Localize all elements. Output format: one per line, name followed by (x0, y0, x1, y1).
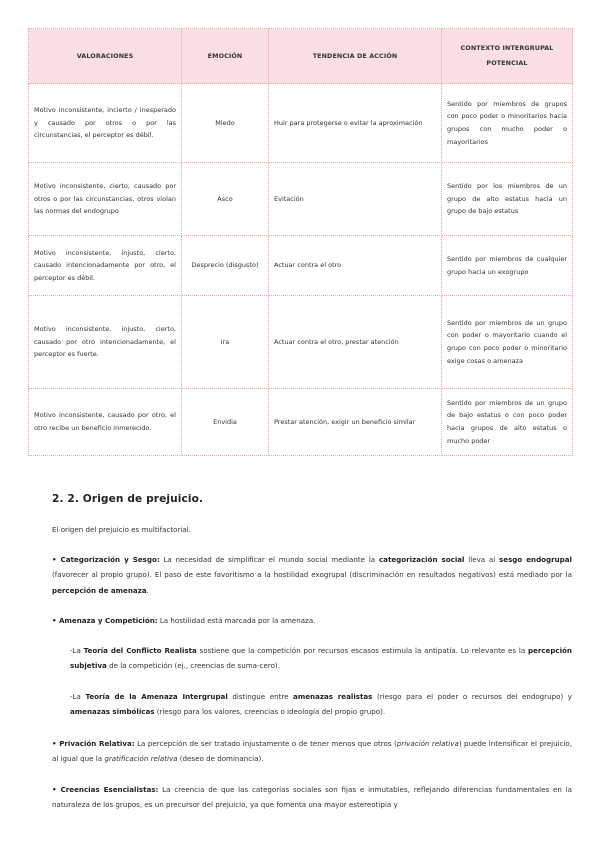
paragraph-amenaza-intergrupal: -La Teoría de la Amenaza Intergrupal distingue entre amenazas realistas (riesgo para el poder o recursos del endogrupo) y amenazas simbólicas (riesgo para los valores, creencias o ideología del propio grupo). (70, 692, 572, 717)
cell-tendencia: Huir para protegerse o evitar la aproximación (269, 84, 442, 163)
cell-valoraciones: Motivo inconsistente, causado por otro, el otro recibe un beneficio inmerecido. (29, 389, 182, 456)
appraisal-emotion-table (28, 28, 573, 456)
cell-emocion: Asco (182, 163, 269, 236)
cell-contexto: Sentido por miembros de cualquier grupo hacia un exogrupo (442, 236, 573, 296)
header-valoraciones: VALORACIONES (29, 29, 182, 84)
cell-valoraciones: Motivo inconsistente, injusto, cierto, causado por otro intencionadamente, el perceptor es fuerte. (29, 296, 182, 389)
cell-tendencia: Prestar atención, exigir un beneficio similar (269, 389, 442, 456)
paragraph-conflicto-realista: -La Teoría del Conflicto Realista sostiene que la competición por recursos escasos estimula la antipatía. Lo relevante es la percepción subjetiva de la competición (ej., creencias de suma-cero). (70, 646, 572, 671)
table-row (29, 389, 573, 456)
header-contexto: CONTEXTO INTERGRUPAL POTENCIAL (442, 29, 573, 84)
cell-tendencia: Actuar contra el otro, prestar atención (269, 296, 442, 389)
cell-valoraciones: Motivo inconsistente, cierto, causado por otros o por las circunstancias, otros violan las normas del endogrupo (29, 163, 182, 236)
table-header-row (29, 29, 573, 84)
intro-paragraph: El origen del prejuicio es multifactorial. (52, 525, 191, 534)
cell-tendencia: Actuar contra el otro (269, 236, 442, 296)
cell-valoraciones: Motivo inconsistente, incierto / inesperado y causado por otros o por las circunstancias, el perceptor es débil. (29, 84, 182, 163)
cell-emocion: Envidia (182, 389, 269, 456)
cell-emocion: Miedo (182, 84, 269, 163)
cell-contexto: Sentido por miembros de un grupo de bajo estatus o con poco poder hacia grupos de alto estatus o mucho poder (442, 389, 573, 456)
table-row (29, 296, 573, 389)
paragraph-amenaza: • Amenaza y Competición: La hostilidad está marcada por la amenaza. (52, 616, 316, 625)
table-row (29, 236, 573, 296)
section-title: 2. 2. Origen de prejuicio. (52, 493, 204, 505)
header-tendencia: TENDENCIA DE ACCIÓN (269, 29, 442, 84)
cell-emocion: Desprecio (disgusto) (182, 236, 269, 296)
header-emocion: EMOCIÓN (182, 29, 269, 84)
paragraph-privacion-relativa: • Privación Relativa: La percepción de ser tratado injustamente o de tener menos que otros (privación relativa) puede intensificar el prejuicio, al igual que la gratificación relativa (deseo de dominancia). (52, 739, 573, 764)
paragraph-creencias-esencialistas: • Creencias Esencialistas: La creencia de que las categorías sociales son fijas e inmutables, reflejando diferencias fundamentales en la naturaleza de los grupos, es un precursor del prejuicio, ya que fomenta una mayor estereotipia y (52, 785, 572, 810)
cell-valoraciones: Motivo inconsistente, injusto, cierto, causado intencionadamente por otro, el perceptor es débil. (29, 236, 182, 296)
paragraph-categorizacion: • Categorización y Sesgo: La necesidad de simplificar el mundo social mediante la categorización social lleva al sesgo endogrupal (favorecer al propio grupo). El paso de este favoritismo a la hostilidad exogrupal (discriminación en resultados negativos) está mediado por la percepción de amenaza. (52, 555, 572, 595)
cell-emocion: Ira (182, 296, 269, 389)
cell-contexto: Sentido por los miembros de un grupo de alto estatus hacia un grupo de bajo estatus (442, 163, 573, 236)
table-row (29, 163, 573, 236)
cell-contexto: Sentido por miembros de grupos con poco poder o minoritarios hacia grupos con mucho poder o mayoritarios (442, 84, 573, 163)
table-row (29, 84, 573, 163)
cell-contexto: Sentido por miembros de un grupo con poder o mayoritario cuando el grupo con poco poder o minoritario exige cosas o amenaza (442, 296, 573, 389)
cell-tendencia: Evitación (269, 163, 442, 236)
